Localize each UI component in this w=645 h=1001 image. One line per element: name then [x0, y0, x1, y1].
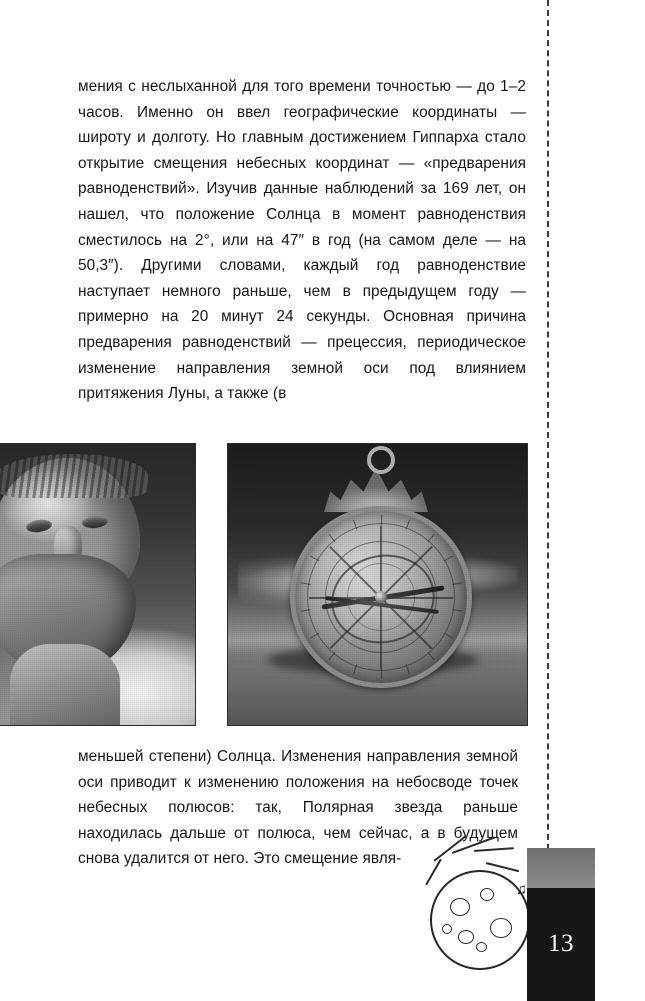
- margin-dashed-rule: [547, 0, 549, 880]
- astrolabe-tick: [452, 582, 462, 585]
- bust-hair: [0, 454, 148, 498]
- astrolabe-tick: [381, 515, 382, 525]
- bust-eye-left: [25, 518, 52, 534]
- astrolabe-tick: [452, 609, 462, 612]
- moon-icon: [430, 870, 530, 970]
- moon-crater: [490, 918, 512, 938]
- astrolabe-suspension-ring: [367, 446, 395, 474]
- bust-figure: [0, 458, 178, 726]
- corner-decoration: [430, 848, 645, 1001]
- page-number: 13: [548, 930, 574, 957]
- astrolabe-disc: [290, 506, 472, 688]
- ray: [474, 847, 514, 852]
- moon-crater: [476, 942, 487, 952]
- body-text-top: [78, 74, 526, 407]
- bust-eye-right: [81, 515, 108, 530]
- figure-band: [0, 443, 645, 724]
- photo-astrolabe: [227, 443, 528, 726]
- moon-crater: [442, 924, 452, 934]
- astrolabe-tick: [381, 669, 382, 679]
- paragraph-top: мения с неслыханной для того времени точностью — до 1–2 часов. Именно он ввел географические координаты — широту и долготу. Но главным достижением Гиппарха стало открытие смещения небесных координат — «предварения равноденствий». Изучив данные наблюдений за 169 лет, он нашел, что положение Солнца в момент равноденствия сместилось на 2°, или на 47″ в год (на самом деле — на 50,3″). Другими словами, каждый год равноденствие наступает немного раньше, чем в предыдущем году — примерно на 20 минут 24 секунды. Основная причина предварения равноденствий — прецессия, периодическое изменение направления земной оси под влиянием притяжения Луны, а также (в: [78, 78, 526, 403]
- astrolabe-tick: [328, 652, 335, 660]
- ray: [425, 859, 442, 886]
- music-note-icon: ♫: [516, 881, 528, 898]
- bust-neck: [10, 644, 120, 726]
- moon-crater: [480, 888, 494, 901]
- astrolabe-tick: [444, 556, 453, 562]
- astrolabe-tick: [444, 633, 453, 639]
- astrolabe-hub: [375, 591, 387, 603]
- photo-bust: [0, 443, 196, 726]
- moon-crater: [450, 898, 470, 916]
- astrolabe-tick: [427, 534, 434, 542]
- moon-crater: [458, 930, 474, 944]
- page-number-tab-top: [527, 848, 595, 888]
- astrolabe-tick: [427, 652, 434, 660]
- paragraph-bottom: меньшей степени) Солнца. Изменения направления земной оси приводит к изменению положения на небосводе точек небесных полюсов: так, Полярная звезда раньше находилась дальше от полюса, чем сейчас, а в будущем снова удалится от него. Это смещение явля-: [78, 748, 518, 868]
